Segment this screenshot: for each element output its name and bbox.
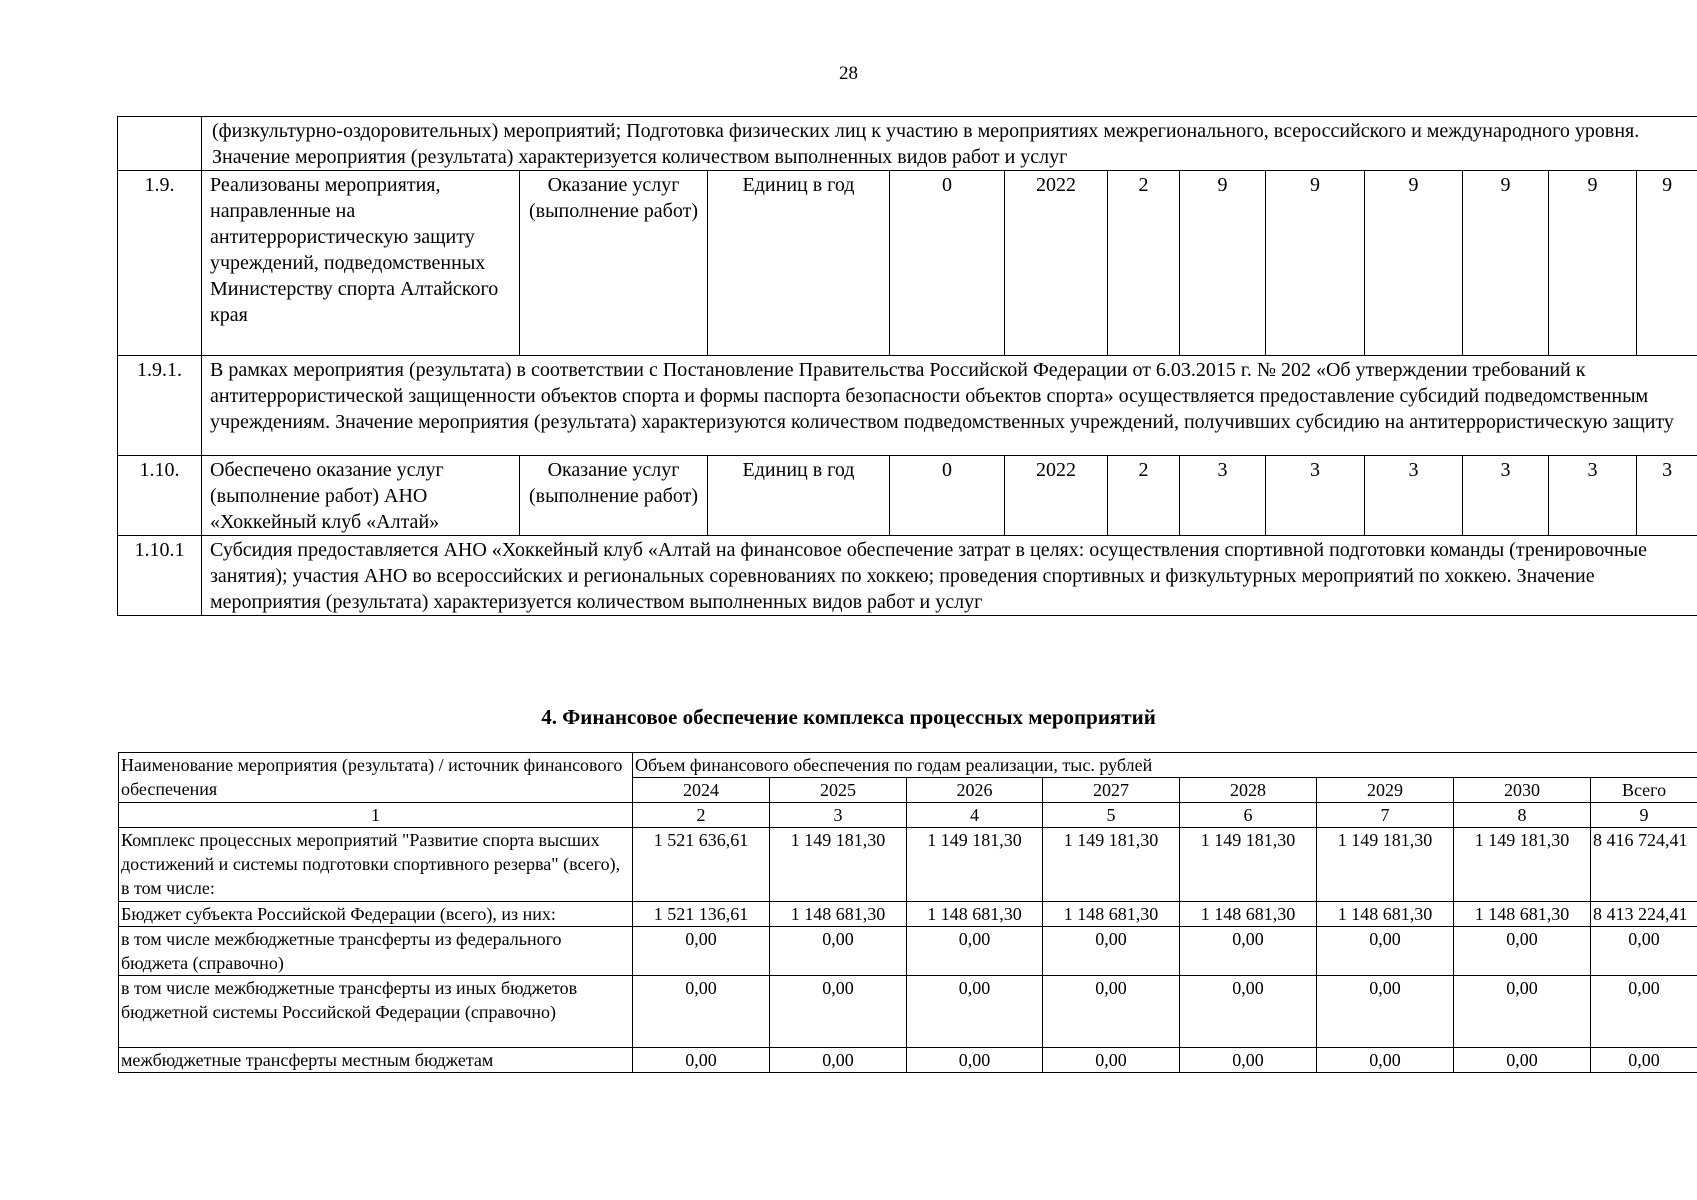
- amount-cell: 1 148 681,30: [907, 902, 1043, 927]
- base-value: 0: [890, 171, 1005, 356]
- description-text: В рамках мероприятия (результата) в соответствии с Постановление Правительства Российской Федерации от 6.03.2015 г. № 202 «Об утверждении требований к антитеррористической защищенности объектов спорта и формы паспорта безопасности объектов спорта» осуществляется предоставление субсидий подведомственным учреждениям. Значение мероприятия (результата) характеризуются количеством подведомственных учреждений, получивших субсидию на антитеррористическую защиту: [202, 356, 1697, 456]
- total-header: Всего: [1591, 778, 1697, 803]
- year-value: 2: [1108, 456, 1180, 536]
- column-number: 2: [633, 803, 770, 828]
- amount-cell: 0,00: [770, 1048, 907, 1073]
- column-number: 7: [1317, 803, 1454, 828]
- amount-cell: 0,00: [1454, 1048, 1591, 1073]
- finance-header-row: [119, 753, 1697, 778]
- amount-cell: 1 149 181,30: [1317, 828, 1454, 902]
- amount-cell: 0,00: [770, 976, 907, 1048]
- amount-cell: 1 149 181,30: [1180, 828, 1317, 902]
- row-number: 1.9.1.: [118, 356, 202, 456]
- year-value: 3: [1463, 456, 1549, 536]
- column-number: 8: [1454, 803, 1591, 828]
- finance-row-total-complex: [119, 828, 1697, 902]
- finance-table: [118, 752, 1697, 1073]
- row-number: 1.9.: [118, 171, 202, 356]
- year-value: 3: [1365, 456, 1463, 536]
- result-name: Реализованы мероприятия, направленные на антитеррористическую защиту учреждений, подведомственных Министерству спорта Алтайского края: [202, 171, 520, 356]
- result-name: Обеспечено оказание услуг (выполнение работ) АНО «Хоккейный клуб «Алтай»: [202, 456, 520, 536]
- amount-cell: 0,00: [1043, 927, 1180, 976]
- amount-cell: 0,00: [1317, 927, 1454, 976]
- base-year: 2022: [1005, 171, 1108, 356]
- finance-row-label: в том числе межбюджетные трансферты из федерального бюджета (справочно): [119, 927, 633, 976]
- year-header: 2030: [1454, 778, 1591, 803]
- amount-cell: 0,00: [1454, 927, 1591, 976]
- amount-cell: 0,00: [1180, 976, 1317, 1048]
- column-number: 4: [907, 803, 1043, 828]
- year-header: 2024: [633, 778, 770, 803]
- amount-cell: 1 148 681,30: [1317, 902, 1454, 927]
- year-header: 2028: [1180, 778, 1317, 803]
- amount-cell: 1 148 681,30: [1043, 902, 1180, 927]
- year-value: 3: [1180, 456, 1266, 536]
- total-amount-cell: 8 416 724,41: [1591, 828, 1697, 902]
- continuation-text: (физкультурно-оздоровительных) мероприятий; Подготовка физических лиц к участию в мероприятиях межрегионального, всероссийского и международного уровня. Значение мероприятия (результата) характеризуется количеством выполненных видов работ и услуг: [202, 117, 1697, 171]
- year-value: 9: [1365, 171, 1463, 356]
- row-number: 1.10.: [118, 456, 202, 536]
- year-header: 2029: [1317, 778, 1454, 803]
- results-table: [117, 116, 1697, 616]
- column-number: 6: [1180, 803, 1317, 828]
- amount-cell: 1 149 181,30: [770, 828, 907, 902]
- year-value: 9: [1549, 171, 1637, 356]
- result-unit: Единиц в год: [708, 171, 890, 356]
- amount-cell: 0,00: [1043, 976, 1180, 1048]
- amount-cell: 1 149 181,30: [1043, 828, 1180, 902]
- amount-cell: 0,00: [633, 976, 770, 1048]
- finance-row-label: межбюджетные трансферты местным бюджетам: [119, 1048, 633, 1073]
- year-value: 3: [1637, 456, 1697, 536]
- header-name: Наименование мероприятия (результата) / источник финансового обеспечения: [119, 753, 633, 803]
- year-value: 3: [1266, 456, 1365, 536]
- description-row-1-10-1: [118, 536, 1697, 616]
- total-amount-cell: 0,00: [1591, 1048, 1697, 1073]
- page-number: 28: [839, 63, 858, 84]
- result-row-1-10: [118, 456, 1697, 536]
- column-number: 3: [770, 803, 907, 828]
- year-value: 9: [1266, 171, 1365, 356]
- base-value: 0: [890, 456, 1005, 536]
- amount-cell: 0,00: [907, 1048, 1043, 1073]
- finance-row-regional-budget: [119, 902, 1697, 927]
- result-type: Оказание услуг (выполнение работ): [520, 171, 708, 356]
- column-number: 5: [1043, 803, 1180, 828]
- year-value: 9: [1463, 171, 1549, 356]
- result-unit: Единиц в год: [708, 456, 890, 536]
- amount-cell: 1 521 136,61: [633, 902, 770, 927]
- year-header: 2027: [1043, 778, 1180, 803]
- amount-cell: 0,00: [907, 976, 1043, 1048]
- amount-cell: 0,00: [1043, 1048, 1180, 1073]
- column-number: 9: [1591, 803, 1697, 828]
- column-numbers-row: [119, 803, 1697, 828]
- finance-row-label: в том числе межбюджетные трансферты из иных бюджетов бюджетной системы Российской Федерации (справочно): [119, 976, 633, 1048]
- column-number: 1: [119, 803, 633, 828]
- finance-row-label: Комплекс процессных мероприятий "Развитие спорта высших достижений и системы подготовки спортивного резерва" (всего), в том числе:: [119, 828, 633, 902]
- amount-cell: 0,00: [1180, 927, 1317, 976]
- header-volume: Объем финансового обеспечения по годам реализации, тыс. рублей: [633, 753, 1697, 778]
- amount-cell: 1 148 681,30: [1180, 902, 1317, 927]
- continuation-row: [118, 117, 1697, 171]
- year-header: 2026: [907, 778, 1043, 803]
- amount-cell: 0,00: [1317, 976, 1454, 1048]
- amount-cell: 0,00: [633, 927, 770, 976]
- year-value: 2: [1108, 171, 1180, 356]
- result-row-1-9: [118, 171, 1697, 356]
- description-text: Субсидия предоставляется АНО «Хоккейный клуб «Алтай на финансовое обеспечение затрат в целях: осуществления спортивной подготовки команды (тренировочные занятия); участия АНО во всероссийских и региональных соревнованиях по хоккею; проведения спортивных и физкультурных мероприятий по хоккею. Значение мероприятия (результата) характеризуется количеством выполненных видов работ и услуг: [202, 536, 1697, 616]
- total-amount-cell: 8 413 224,41: [1591, 902, 1697, 927]
- finance-row-other-transfers: [119, 976, 1697, 1048]
- amount-cell: 0,00: [1317, 1048, 1454, 1073]
- section-title: 4. Финансовое обеспечение комплекса процессных мероприятий: [541, 705, 1156, 729]
- amount-cell: 0,00: [633, 1048, 770, 1073]
- amount-cell: 0,00: [1180, 1048, 1317, 1073]
- year-value: 9: [1180, 171, 1266, 356]
- year-value: 9: [1637, 171, 1697, 356]
- finance-row-local-transfers: [119, 1048, 1697, 1073]
- year-header: 2025: [770, 778, 907, 803]
- amount-cell: 0,00: [770, 927, 907, 976]
- finance-row-label: Бюджет субъекта Российской Федерации (всего), из них:: [119, 902, 633, 927]
- total-amount-cell: 0,00: [1591, 976, 1697, 1048]
- amount-cell: 1 148 681,30: [1454, 902, 1591, 927]
- finance-row-federal-transfers: [119, 927, 1697, 976]
- amount-cell: 1 149 181,30: [907, 828, 1043, 902]
- base-year: 2022: [1005, 456, 1108, 536]
- row-number: 1.10.1: [118, 536, 202, 616]
- amount-cell: 1 149 181,30: [1454, 828, 1591, 902]
- amount-cell: 1 148 681,30: [770, 902, 907, 927]
- description-row-1-9-1: [118, 356, 1697, 456]
- amount-cell: 0,00: [1454, 976, 1591, 1048]
- year-value: 3: [1549, 456, 1637, 536]
- total-amount-cell: 0,00: [1591, 927, 1697, 976]
- result-type: Оказание услуг (выполнение работ): [520, 456, 708, 536]
- amount-cell: 1 521 636,61: [633, 828, 770, 902]
- amount-cell: 0,00: [907, 927, 1043, 976]
- empty-number-cell: [118, 117, 202, 171]
